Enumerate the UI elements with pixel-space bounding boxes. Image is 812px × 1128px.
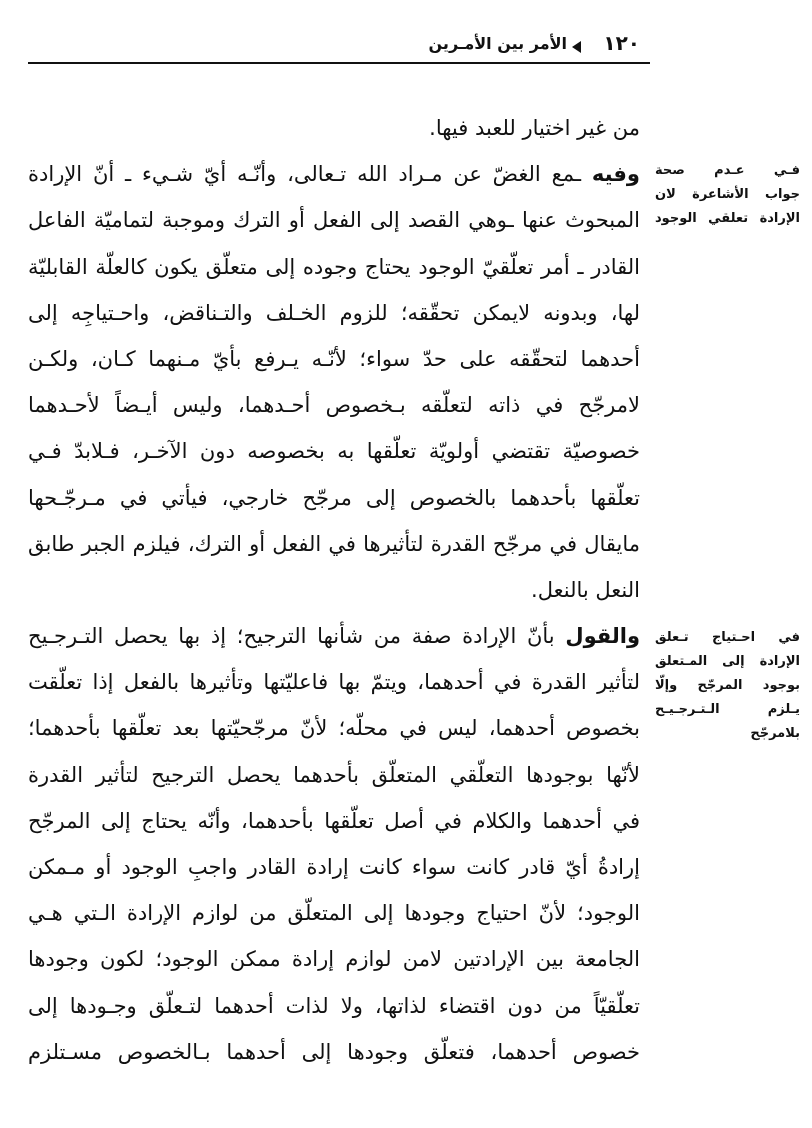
body-line: تعلّقها بأحدهما بالخصوص إلى مرجّح خارجي، فيأتي في مـرجّـحها	[28, 485, 640, 510]
margin-note-line: بلامرجّح	[750, 726, 800, 741]
body-line: الجامعة بين الإرادتين لامن لوازم إرادة ممكن الوجود؛ لكون وجودها	[28, 947, 640, 972]
body-line: من غير اختيار للعبد فيها.	[429, 116, 640, 140]
margin-note-line: يـلزم الـتـرجـيـح	[655, 702, 800, 717]
triangle-marker-icon	[572, 41, 581, 53]
margin-note-line: جواب الأشاعرة لان	[655, 187, 800, 202]
paragraph-lead-word: وفيه	[591, 162, 640, 187]
margin-note	[655, 159, 800, 231]
body-line-text: بأنّ الإرادة صفة من شأنها الترجيح؛ إذ بها يحصل التـرجـيح	[28, 624, 555, 649]
body-line: المبحوث عنها ـوهي القصد إلى الفعل أو الترك وموجبة لتماميّة الفاعل	[28, 208, 640, 233]
body-line: القادر ـ أمر تعلّقيّ الوجود يحتاج وجوده إلى متعلّق يكون كالعلّة القابليّة	[28, 254, 640, 279]
body-line: لامرجّح في ذاته لتعلّقه بـخصوص أحـدهما، وليس أيـضاً لأحـدهما	[28, 393, 640, 418]
body-line: مايقال في مرجّح القدرة لتأثيرها في الفعل أو الترك، فيلزم الجبر طابق	[28, 531, 640, 556]
body-line: في أحدهما والكلام في أصل تعلّقها بأحدهما، وأنّه يحتاج إلى المرجّح	[28, 808, 640, 833]
body-line: لتأثير القدرة في أحدهما، ويتمّ بها فاعليّتها وتأثيرها بالفعل إذا تعلّقت	[28, 670, 640, 695]
margin-note-line: الإرادة تعلقي الوجود	[655, 211, 800, 226]
body-line: إرادةُ أيّ قادر كانت سواء كانت إرادة القادر واجبِ الوجود أو مـمكن	[28, 855, 640, 879]
body-line	[28, 151, 640, 197]
body-line: بخصوص أحدهما، ليس في محلّه؛ لأنّ مرجّحيّتها بعد تعلّقها بأحدهما؛	[28, 716, 640, 741]
margin-note-line: بوجود المرجّح وإلّا	[655, 678, 800, 693]
body-line: الوجود؛ لأنّ احتياج وجودها إلى المتعلّق من لوازم الإرادة الـتي هـي	[28, 901, 640, 926]
body-line: خصوصيّة تقتضي أولويّة تعلّقها به بخصوصه دون الآخـر، فـلابدّ فـي	[28, 439, 640, 464]
body-line: لها، وبدونه لايمكن تحقّقه؛ للزوم الخـلف والتـناقض، واحـتياجِه إلى	[28, 300, 640, 325]
running-title: الأمر بين الأمـرين	[428, 34, 567, 53]
body-line: أحدهما لتحقّقه على حدّ سواء؛ لأنّـه يـرفع بأيّ مـنهما كـان، ولكـن	[28, 346, 640, 371]
body-line	[28, 613, 640, 659]
body-text	[28, 105, 640, 1075]
margin-note-line: فـي عـدم صحة	[655, 163, 800, 178]
paragraph-lead-word: والقول	[565, 624, 640, 649]
margin-note-line: الإرادة إلى المـتعلق	[655, 654, 800, 669]
page-number: ١٢٠	[603, 31, 640, 55]
header-rule	[28, 62, 650, 64]
body-line: النعل بالنعل.	[531, 577, 640, 602]
body-line: تعلّقيّاً من دون اقتضاء لذاتها، ولا لذات أحدهما لتـعلّق وجـودها إلى	[28, 993, 640, 1018]
margin-note-line: في احـتياج تـعلق	[655, 630, 800, 645]
body-line: خصوص أحدهما، فتعلّق وجودها إلى أحدهما بـالخصوص مسـتلزم	[28, 1039, 640, 1064]
margin-note	[655, 626, 800, 746]
body-line: لأنّها بوجودها التعلّقي المتعلّق بأحدهما يحصل الترجيح لتأثير القدرة	[28, 762, 640, 787]
body-line-text: ـمع الغضّ عن مـراد الله تـعالى، وأنّـه أيّ شـيء ـ أنّ الإرادة	[28, 162, 582, 187]
